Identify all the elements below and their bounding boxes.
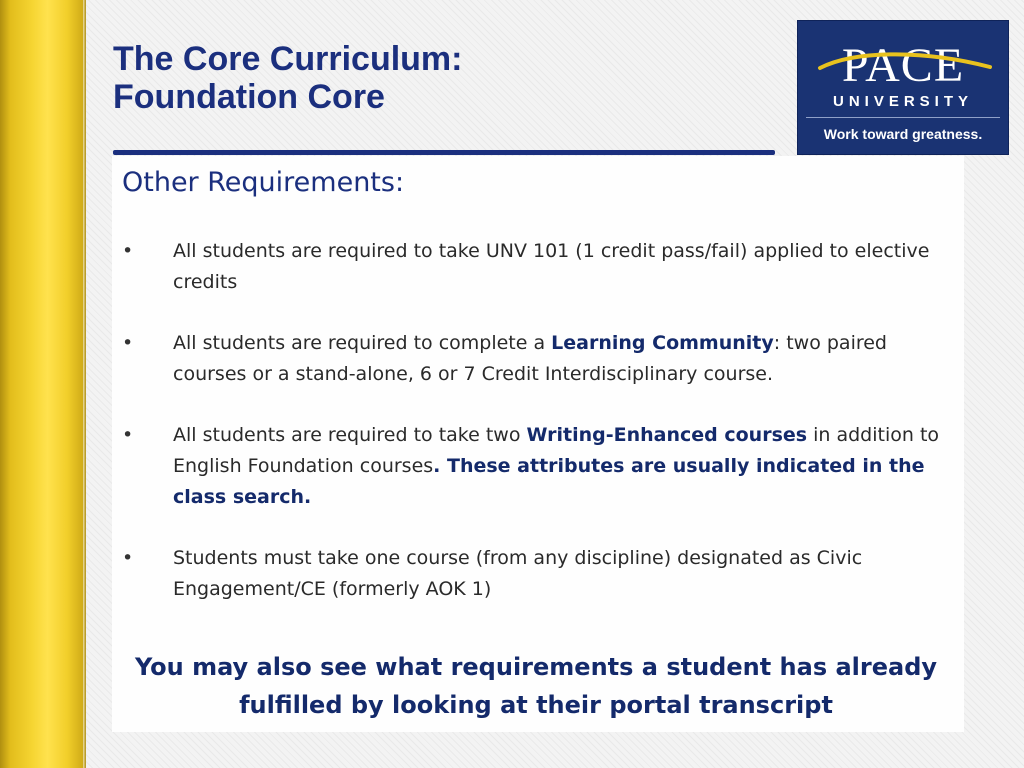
title-underline-rule — [113, 150, 775, 155]
bullet-text: : two paired courses or a stand-alone, 6 or 7 Credit Interdisciplinary course. — [173, 332, 887, 385]
gold-side-bar — [0, 0, 86, 768]
bullet-marker: • — [122, 332, 134, 354]
bullet-highlight: . These attributes are usually indicated in the class search. — [173, 455, 925, 508]
slide-title-line-2: Foundation Core — [113, 78, 385, 116]
list-item — [122, 328, 958, 390]
pace-university-logo — [797, 20, 1009, 155]
bullet-highlight: Writing-Enhanced courses — [526, 424, 808, 446]
footer-note: You may also see what requirements a student has already fulfilled by looking at their portal transcript — [134, 653, 938, 719]
requirements-list — [122, 236, 958, 635]
slide-title — [113, 40, 462, 116]
bullet-marker: • — [122, 424, 134, 446]
logo-tagline: Work toward greatness. — [823, 126, 983, 142]
list-item — [122, 543, 958, 605]
bullet-text: Students must take one course (from any discipline) designated as Civic Engagement/CE (formerly AOK 1) — [173, 547, 863, 600]
content-panel — [112, 156, 964, 732]
bullet-text: All students are required to complete a — [173, 332, 552, 354]
section-heading: Other Requirements: — [122, 167, 405, 198]
bullet-text: All students are required to take UNV 101 (1 credit pass/fail) applied to elective credits — [173, 240, 930, 293]
bullet-marker: • — [122, 547, 134, 569]
list-item — [122, 420, 958, 513]
bullet-text: All students are required to take two — [173, 424, 527, 446]
bullet-highlight: Learning Community — [551, 332, 774, 354]
logo-university-text: UNIVERSITY — [832, 93, 974, 110]
bullet-text: in addition to English Foundation courses — [173, 424, 940, 477]
slide-title-line-1: The Core Curriculum: — [113, 40, 463, 78]
bullet-marker: • — [122, 240, 134, 262]
logo-wordmark: PACE — [841, 39, 965, 92]
list-item — [122, 236, 958, 298]
